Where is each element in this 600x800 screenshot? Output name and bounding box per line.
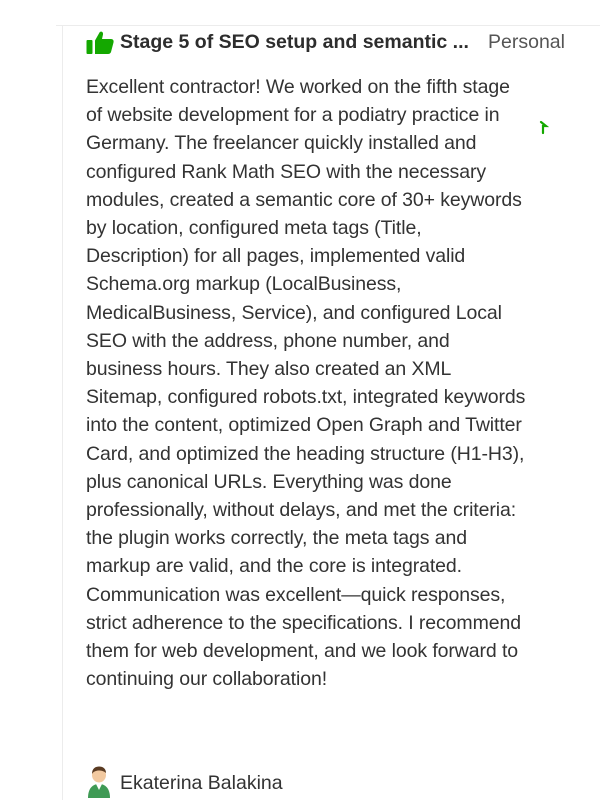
review-title[interactable]: Stage 5 of SEO setup and semantic ... bbox=[120, 31, 469, 53]
review-card bbox=[86, 28, 565, 58]
review-body-text: Excellent contractor! We worked on the fifth stage of website development for a podiatry practice in Germany. The freelancer quickly installed and configured Rank Math SEO with the necessary modules, created a semantic core of 30+ keywords by location, configured meta tags (Title, Description) for all pages, implemented valid Schema.org markup (LocalBusiness, MedicalBusiness, Service), and configured Local SEO with the address, phone number, and business hours. They also created an XML Sitemap, configured robots.txt, integrated keywords into the content, optimized Open Graph and Twitter Card, and optimized the heading structure (H1-H3), plus canonical URLs. Everything was done professionally, without delays, and met the criteria: the plugin works correctly, the meta tags and markup are valid, and the core is integrated. Communication was excellent—quick responses, strict adherence to the specifications. I recommend them for web development, and we look forward to continuing our collaboration! bbox=[86, 76, 526, 691]
left-divider bbox=[62, 26, 63, 800]
person-avatar-icon bbox=[86, 766, 112, 798]
review-category: Personal bbox=[488, 31, 565, 53]
review-header bbox=[86, 28, 600, 58]
thumbs-up-icon bbox=[86, 31, 114, 54]
review-author bbox=[86, 766, 336, 798]
small-arrow-icon bbox=[540, 120, 548, 134]
author-name[interactable]: Ekaterina Balakina bbox=[120, 772, 283, 794]
top-divider bbox=[56, 25, 600, 26]
